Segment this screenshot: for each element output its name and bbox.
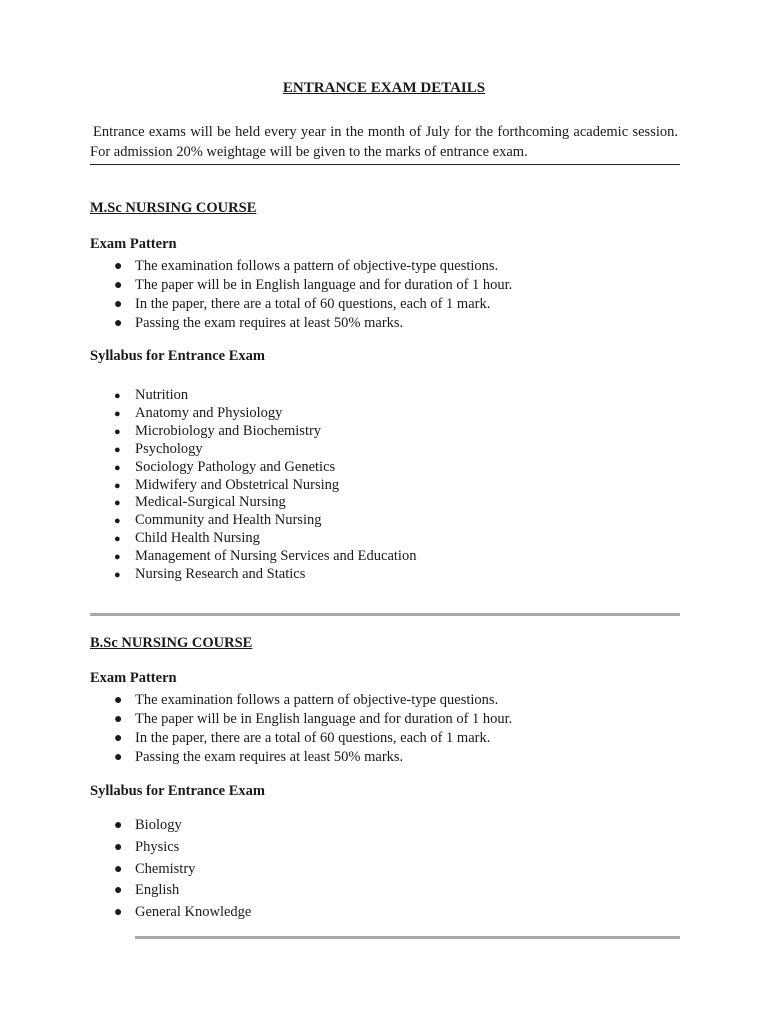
- bullet-icon: ●: [114, 693, 123, 708]
- bullet-icon: ●: [114, 905, 123, 921]
- bullet-icon: ●: [114, 883, 123, 899]
- bullet-icon: ●: [114, 533, 121, 546]
- list-item: ● Child Health Nursing: [90, 530, 416, 548]
- page-title: ENTRANCE EXAM DETAILS: [282, 80, 486, 96]
- header-divider: [90, 164, 680, 165]
- list-item: ● The paper will be in English language and for duration of 1 hour.: [114, 277, 513, 293]
- bsc-syllabus-heading: Syllabus for Entrance Exam: [90, 783, 265, 799]
- list-item: ● The examination follows a pattern of objective-type questions.: [114, 258, 499, 274]
- list-item: ● Medical-Surgical Nursing: [90, 494, 416, 512]
- list-item: ● Psychology: [90, 441, 416, 459]
- list-item: ● Passing the exam requires at least 50% marks.: [114, 749, 404, 765]
- intro-paragraph: Entrance exams will be held every year in the month of July for the forthcoming academic session. For admission 20% weightage will be given to the marks of entrance exam.: [90, 124, 678, 160]
- bullet-icon: ●: [114, 461, 121, 474]
- msc-course-title: M.Sc NURSING COURSE: [90, 200, 257, 216]
- bullet-icon: ●: [114, 297, 123, 312]
- bullet-icon: ●: [114, 515, 121, 528]
- bullet-icon: ●: [114, 569, 121, 582]
- list-item: ● Community and Health Nursing: [90, 512, 416, 530]
- list-item: ● In the paper, there are a total of 60 questions, each of 1 mark.: [114, 296, 491, 312]
- list-item: ● Midwifery and Obstetrical Nursing: [90, 477, 416, 495]
- list-item: ● Anatomy and Physiology: [90, 405, 416, 423]
- list-item: ● The paper will be in English language and for duration of 1 hour.: [114, 711, 513, 727]
- list-item: ● English: [90, 880, 251, 902]
- bsc-exam-pattern-heading: Exam Pattern: [90, 670, 177, 686]
- msc-exam-pattern-heading: Exam Pattern: [90, 236, 177, 252]
- list-item: ● Microbiology and Biochemistry: [90, 423, 416, 441]
- bullet-icon: ●: [114, 390, 121, 402]
- bullet-icon: ●: [114, 861, 123, 877]
- bullet-icon: ●: [114, 316, 123, 331]
- list-item: ● Nutrition: [90, 387, 416, 405]
- footer-divider: [135, 936, 680, 939]
- list-item: ● Chemistry: [90, 859, 251, 881]
- bullet-icon: ●: [114, 443, 121, 456]
- list-item: ● Nursing Research and Statics: [90, 566, 416, 584]
- section-divider: [90, 613, 680, 616]
- list-item: ● Passing the exam requires at least 50% marks.: [114, 315, 404, 331]
- list-item: ● General Knowledge: [90, 902, 251, 924]
- bullet-icon: ●: [114, 425, 121, 438]
- list-item: ● Physics: [90, 837, 251, 859]
- list-item: ● The examination follows a pattern of objective-type questions.: [114, 692, 499, 708]
- list-item: ● Biology: [90, 815, 251, 837]
- list-item: ● Sociology Pathology and Genetics: [90, 459, 416, 477]
- bullet-icon: ●: [114, 750, 123, 765]
- msc-exam-pattern-list: [90, 257, 512, 333]
- bullet-icon: ●: [114, 278, 123, 293]
- list-item: ● Management of Nursing Services and Education: [90, 548, 416, 566]
- bullet-icon: ●: [114, 731, 123, 746]
- bsc-syllabus-list: [90, 815, 251, 924]
- bullet-icon: ●: [114, 259, 123, 274]
- list-item: ● In the paper, there are a total of 60 questions, each of 1 mark.: [114, 730, 491, 746]
- msc-syllabus-heading: Syllabus for Entrance Exam: [90, 348, 265, 364]
- bullet-icon: ●: [114, 551, 121, 564]
- bullet-icon: ●: [114, 479, 121, 492]
- bullet-icon: ●: [114, 497, 121, 510]
- bullet-icon: ●: [114, 839, 123, 855]
- bullet-icon: ●: [114, 712, 123, 727]
- bullet-icon: ●: [114, 407, 121, 420]
- bsc-exam-pattern-list: [90, 691, 512, 767]
- msc-syllabus-list: [90, 387, 416, 584]
- bsc-course-title: B.Sc NURSING COURSE: [90, 635, 253, 651]
- bullet-icon: ●: [114, 818, 123, 833]
